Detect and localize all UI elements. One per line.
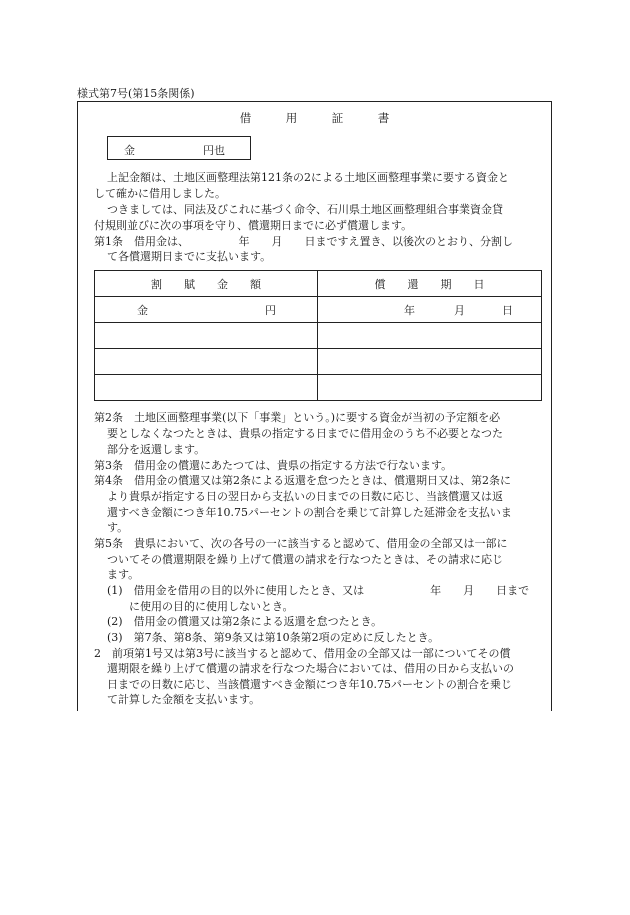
cell-day: 日	[502, 304, 513, 317]
article-line: 還すべき金額につき年10.75パーセントの割合を乗じて計算した延滞金を支払いま	[107, 506, 512, 519]
article-line: (1) 借用金を借用の目的以外に使用したとき、又は 年 月 日まで	[107, 584, 530, 597]
article-line: 2 前項第1号又は第3号に該当すると認めて、借用金の全部又は一部についてその償	[94, 647, 511, 660]
article-line: て計算した金額を支払います。	[107, 693, 261, 706]
article-line: に使用の目的に使用しないとき。	[129, 600, 294, 613]
article1-line: 第1条 借用金は、 年 月 日まですえ置き、以後次のとおり、分割し	[94, 235, 514, 248]
intro-line: 上記金額は、土地区画整理法第121条の2による土地区画整理事業に要する資金と	[107, 171, 509, 184]
article-line: 還期限を繰り上げて償還の請求を行なつた場合においては、借用の日から支払いの	[107, 662, 514, 675]
table-row	[95, 375, 542, 401]
article-line: 要としなくなつたときは、貴県の指定する日までに借用金のうち不必要となつた	[107, 427, 503, 440]
article-line: 日までの日数に応じ、当該償還すべき金額につき年10.75パーセントの割合を乗じ	[107, 678, 512, 691]
article-line: (3) 第7条、第8条、第9条又は第10条第2項の定めに反したとき。	[107, 631, 440, 644]
amount-kin-label: 金	[124, 144, 135, 157]
cell-month: 月	[454, 304, 465, 317]
repayment-date-header: 償 還 期 日	[318, 271, 542, 297]
article-line: 第4条 借用金の償還又は第2条による返還を怠つたときは、償還期日又は、第2条に	[94, 474, 511, 487]
cell-year: 年	[404, 304, 415, 317]
article1-line: て各償還期日までに支払います。	[107, 250, 272, 263]
article-line: す。	[107, 521, 129, 534]
article-line: (2) 借用金の償還又は第2条による返還を怠つたとき。	[107, 615, 383, 628]
article-line: ます。	[107, 568, 140, 581]
repayment-schedule-table	[94, 270, 542, 401]
table-row	[95, 349, 542, 375]
intro-line: つきましては、同法及びこれに基づく命令、石川県土地区画整理組合事業資金貸	[107, 203, 503, 216]
cell-kin: 金	[137, 304, 148, 317]
amount-box	[107, 136, 251, 160]
article-line: 第3条 借用金の償還にあたつては、貴県の指定する方法で行ないます。	[94, 459, 453, 472]
article-line: ついてその償還期限を繰り上げて償還の請求を行なつたときは、その請求に応じ	[107, 553, 503, 566]
article-line: 部分を返還します。	[107, 443, 206, 456]
article-line: 第2条 土地区画整理事業(以下「事業」という。)に要する資金が当初の予定額を必	[94, 411, 501, 424]
article-line: より貴県が指定する日の翌日から支払いの日までの日数に応じ、当該償還又は返	[107, 490, 503, 503]
installment-amount-header: 割 賦 金 額	[95, 271, 318, 297]
table-header-row	[95, 271, 542, 297]
intro-line: して確かに借用しました。	[94, 187, 226, 200]
document-title: 借 用 証 書	[239, 111, 390, 125]
article-line: 第5条 貴県において、次の各号の一に該当すると認めて、借用金の全部又は一部に	[94, 537, 508, 550]
table-row	[95, 323, 542, 349]
cell-yen: 円	[265, 304, 276, 317]
intro-line: 付規則並びに次の事項を守り、償還期日までに必ず償還します。	[94, 219, 413, 232]
form-number-label: 様式第7号(第15条関係)	[77, 87, 195, 100]
table-row	[95, 297, 542, 323]
amount-yen-label: 円也	[203, 144, 225, 157]
